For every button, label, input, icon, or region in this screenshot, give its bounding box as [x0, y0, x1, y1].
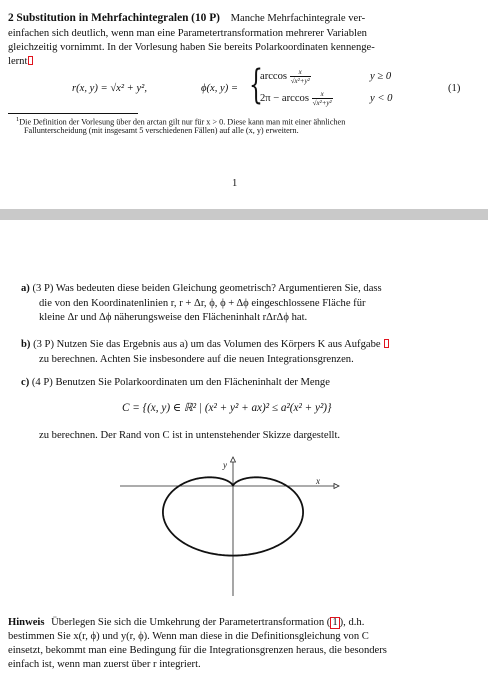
part-a-text-2: die von den Koordinatenlinien r, r + Δr, ϕ, ϕ + Δϕ eingeschlossene Fläche für	[39, 298, 366, 309]
heading-number: 2	[8, 12, 14, 24]
x-axis-label: x	[316, 476, 320, 486]
part-c-text-2: zu berechnen. Der Rand von C ist in untenstehender Skizze dargestellt.	[39, 430, 341, 441]
part-b-text-1: Nutzen Sie das Ergebnis aus a) um das Volumen des Körpers K aus Aufgabe	[56, 339, 381, 350]
hint-text-1: Überlegen Sie sich die Umkehrung der Parametertransformation (	[51, 617, 331, 628]
hint-text-2: bestimmen Sie x(r, ϕ) und y(r, ϕ). Wenn man diese in die Definitionsgleichung von C	[8, 631, 369, 642]
case-1-condition: y ≥ 0	[370, 71, 392, 82]
part-a-line-1	[21, 282, 382, 295]
part-a-text-3: kleine Δr und Δϕ näherungsweise den Flächeninhalt rΔrΔϕ hat.	[39, 312, 308, 323]
case-1-func: arccos	[260, 70, 288, 82]
footnote-mark: 1	[16, 116, 20, 123]
y-axis-label: y	[223, 460, 227, 470]
hint-label: Hinweis	[8, 617, 45, 628]
intro-text-4	[8, 55, 33, 68]
hint-text-1-end: ), d.h.	[339, 617, 365, 628]
hint-text-4: einfach ist, wenn man zuerst über r integriert.	[8, 659, 201, 670]
document-page-1	[0, 0, 488, 206]
intro-text-3: gleichzeitig vornimmt. In der Vorlesung haben Sie bereits Polarkoordinaten kennenge-	[8, 42, 375, 53]
footnote-text-1: Die Definition der Vorlesung über den arctan gilt nur für x > 0. Diese kann man mit einer ähnlichen	[19, 117, 346, 127]
cases-brace: {	[249, 62, 263, 108]
hint-text-3: einsetzt, bekommt man eine Bedingung für die Integrationsgrenzen heraus, die besonders	[8, 645, 387, 656]
y-axis-arrow	[231, 457, 236, 462]
set-definition: C = {(x, y) ∈ ℝ² | (x² + y² + ax)² ≤ a²(x² + y²)}	[122, 402, 332, 414]
part-a-points: (3 P)	[32, 283, 54, 294]
part-b-label: b)	[21, 339, 31, 350]
exercise-heading	[8, 12, 365, 25]
equation-reference-link[interactable]: 1	[332, 617, 338, 628]
heading-points: (10 P)	[191, 12, 220, 24]
cardioid-sketch	[120, 456, 350, 596]
footnote-link[interactable]	[28, 56, 33, 65]
intro-text-4-word: lernt	[8, 56, 28, 67]
part-c-points: (4 P)	[31, 377, 53, 388]
x-axis-arrow	[334, 484, 339, 489]
page-number: 1	[232, 178, 238, 189]
case-2-condition: y < 0	[370, 93, 393, 104]
case-1	[260, 68, 311, 85]
part-c-text-1: Benutzen Sie Polarkoordinaten um den Flächeninhalt der Menge	[55, 377, 330, 388]
part-b-line-1	[21, 338, 389, 351]
page-separator	[0, 209, 488, 220]
heading-title: Substitution in Mehrfachintegralen	[16, 12, 189, 24]
part-c-label: c)	[21, 377, 30, 388]
case-1-fraction	[290, 68, 311, 85]
formula-r: r(x, y) = √x² + y²,	[72, 83, 147, 94]
intro-text-2: einfachen sich deutlich, wenn man eine Parametertransformation mehrerer Variablen	[8, 28, 367, 39]
part-b-points: (3 P)	[33, 339, 54, 350]
case-2-func: 2π − arccos	[260, 92, 309, 104]
case-2-fraction	[312, 90, 333, 107]
intro-text-1: Manche Mehrfachintegrale ver-	[230, 13, 366, 24]
footnote-line-2: Fallunterscheidung (mit insgesamt 5 verschiedenen Fällen) auf alle (x, y) erweitern.	[24, 126, 299, 135]
part-b-text-2: zu berechnen. Achten Sie insbesondere auf die neuen Integrationsgrenzen.	[39, 354, 354, 365]
hint-line-1	[8, 616, 364, 629]
document-page-2	[0, 220, 488, 680]
part-a-label: a)	[21, 283, 30, 294]
case-1-num: x	[290, 68, 311, 77]
case-2	[260, 90, 333, 107]
exercise-reference-link[interactable]	[384, 339, 389, 348]
part-c-line-1	[21, 376, 330, 389]
equation-number: (1)	[448, 83, 461, 94]
part-a-text-1: Was bedeuten diese beiden Gleichung geometrisch? Argumentieren Sie, dass	[55, 283, 382, 294]
case-2-den: √x²+y²	[312, 99, 332, 107]
formula-phi: ϕ(x, y) =	[201, 83, 239, 94]
case-2-num: x	[312, 90, 333, 99]
case-1-den: √x²+y²	[290, 77, 310, 85]
footnote-rule	[8, 113, 138, 114]
